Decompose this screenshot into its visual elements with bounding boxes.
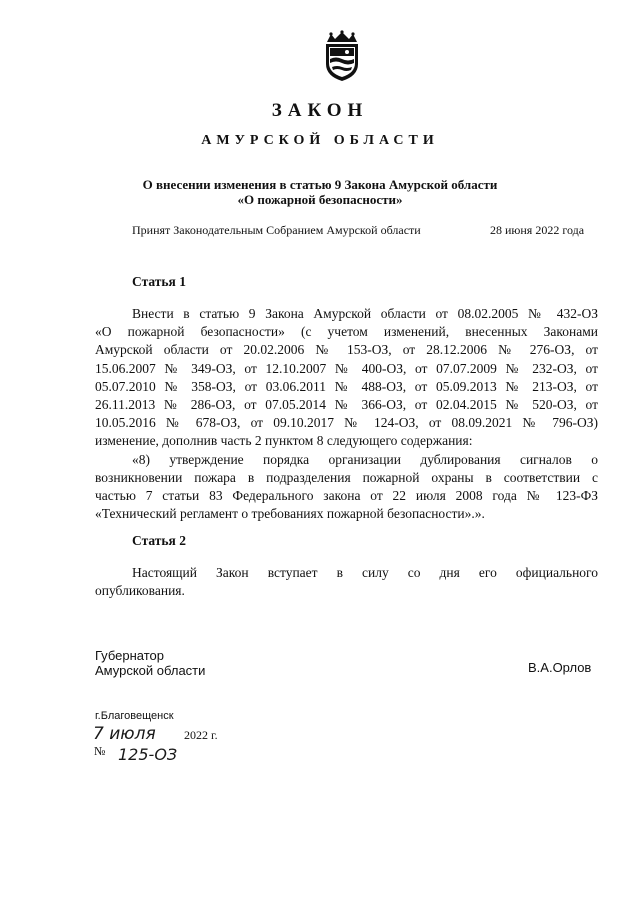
coat-of-arms-emblem — [321, 30, 363, 82]
article-1-line: 05.07.2010 № 358-ОЗ, от 03.06.2011 № 488-ОЗ, от 05.09.2013 № 213-ОЗ, от — [95, 378, 598, 394]
handwritten-date: 7 июля — [93, 724, 156, 744]
signing-year: 2022 г. — [184, 728, 218, 742]
article-2-line: опубликования. — [95, 583, 185, 599]
article-1-line: изменение, дополнив часть 2 пунктом 8 следующего содержания: — [95, 433, 473, 449]
signatory-position-line-1: Губернатор — [95, 648, 164, 663]
article-1-line: 10.05.2016 № 678-ОЗ, от 09.10.2017 № 124-ОЗ, от 08.09.2021 № 796-ОЗ) — [95, 415, 598, 431]
adoption-text: Принят Законодательным Собранием Амурской области — [132, 223, 421, 237]
signing-place: г.Благовещенск — [95, 710, 174, 722]
document-title: ЗАКОН — [271, 100, 369, 121]
article-1-body — [95, 305, 598, 523]
law-title-line-1: О внесении изменения в статью 9 Закона Амурской области — [142, 177, 498, 192]
adoption-date: 28 июня 2022 года — [490, 223, 585, 237]
article-2-body — [95, 564, 598, 600]
article-1-line: «О пожарной безопасности» (с учетом изменений, внесенных Законами — [95, 324, 598, 340]
article-1-line: возникновении пожара в подразделения пожарной охраны в соответствии с — [95, 469, 598, 485]
signatory-position — [95, 648, 205, 678]
article-2-heading: Статья 2 — [132, 533, 186, 548]
signatory-name: В.А.Орлов — [528, 660, 592, 675]
article-1-line: Амурской области от 20.02.2006 № 153-ОЗ, от 28.12.2006 № 276-ОЗ, от — [95, 342, 598, 358]
article-1-line: Внести в статью 9 Закона Амурской области от 08.02.2005 № 432-ОЗ — [132, 306, 598, 321]
law-number-label: № — [94, 744, 106, 758]
article-1-line: 26.11.2013 № 286-ОЗ, от 07.05.2014 № 366-ОЗ, от 02.04.2015 № 520-ОЗ, от — [95, 397, 598, 413]
article-1-line: частью 7 статьи 83 Федерального закона от 22 июля 2008 года № 123-ФЗ — [95, 488, 598, 504]
article-1-line: «8) утверждение порядка организации дублирования сигналов о — [132, 451, 598, 467]
document-subtitle: АМУРСКОЙ ОБЛАСТИ — [201, 133, 439, 148]
article-1-line: 15.06.2007 № 349-ОЗ, от 12.10.2007 № 400-ОЗ, от 07.07.2009 № 232-ОЗ, от — [95, 360, 598, 376]
law-title-line-2: «О пожарной безопасности» — [237, 192, 403, 207]
article-2-line: Настоящий Закон вступает в силу со дня его официального — [132, 565, 598, 580]
article-1-line: «Технический регламент о требованиях пожарной безопасности».». — [95, 506, 485, 522]
signatory-position-line-2: Амурской области — [95, 663, 206, 678]
handwritten-law-number: 125-ОЗ — [118, 745, 178, 764]
article-1-heading: Статья 1 — [132, 274, 186, 289]
